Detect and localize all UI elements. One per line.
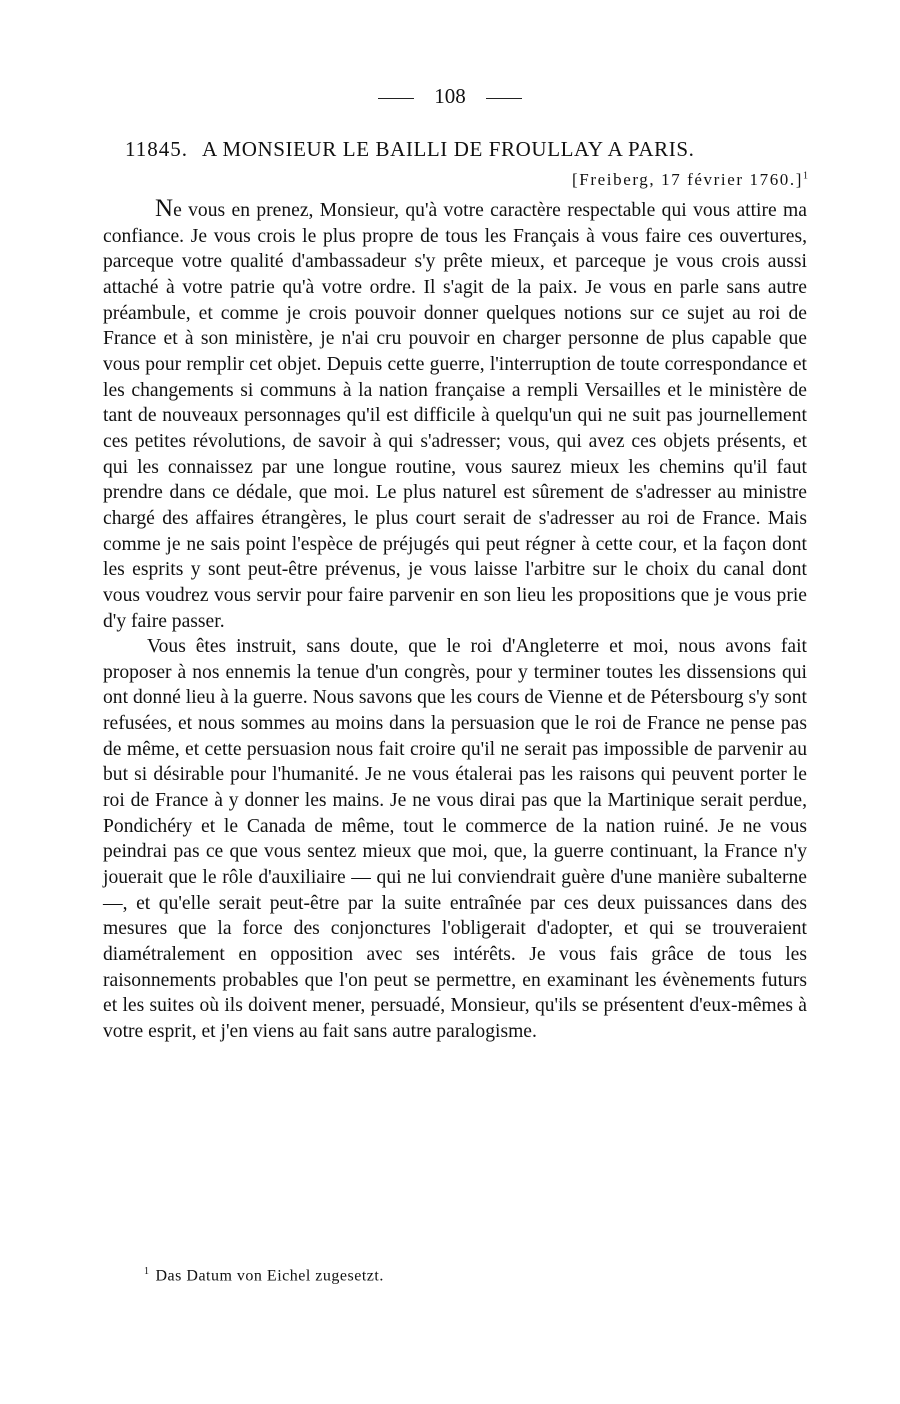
letter-number: 11845. bbox=[125, 137, 188, 161]
footnote bbox=[144, 1266, 384, 1285]
letter-body bbox=[103, 196, 807, 1045]
letter-heading bbox=[125, 137, 805, 162]
dateline-text: [Freiberg, 17 février 1760.] bbox=[572, 170, 803, 189]
right-rule bbox=[486, 98, 522, 99]
footnote-marker: 1 bbox=[144, 1266, 150, 1277]
dateline-note-marker: 1 bbox=[803, 170, 808, 182]
page-number-text: 108 bbox=[434, 84, 466, 108]
page-number bbox=[0, 84, 900, 109]
paragraph-2: Vous êtes instruit, sans doute, que le roi d'Angleterre et moi, nous avons fait proposer à nos ennemis la tenue d'un congrès, pour y terminer toutes les dissensions qui ont donné lieu à la guerre. Nous savons que les cours de Vienne et de Pétersbourg s'y sont refusées, et nous sommes au moins dans la persuasion que le roi de France ne pense pas de même, et cette persuasion nous fait croire qu'il ne serait pas impossible de parvenir au but si désirable pour l'humanité. Je ne vous étalerai pas les raisons qui peuvent porter le roi de France à y donner les mains. Je ne vous dirai pas que la Martinique serait perdue, Pondichéry et le Canada de même, tout le commerce de la nation ruiné. Je ne vous peindrai pas ce que vous sentez mieux que moi, que, la guerre continuant, la France n'y jouerait que le rôle d'auxiliaire — qui ne lui conviendrait guère d'une manière subalterne —, et qu'elle serait peut-être par la suite entraînée par ces deux puissances dans des mesures que la force des conjonctures l'obligerait d'adopter, et qui se trouveraient diamétralement en opposition avec ses intérêts. Je vous fais grâce de tous les raisonnements probables que l'on peut se permettre, en examinant les évènements futurs et les suites où ils doivent mener, persuadé, Monsieur, qu'ils se présentent d'eux-mêmes à votre esprit, et j'en viens au fait sans autre paralogisme. bbox=[103, 636, 807, 1042]
dateline bbox=[572, 170, 808, 190]
paragraph-1 bbox=[103, 196, 807, 634]
paragraph-1-initial: N bbox=[155, 195, 174, 222]
left-rule bbox=[378, 98, 414, 99]
footnote-text: Das Datum von Eichel zugesetzt. bbox=[155, 1267, 384, 1285]
paragraph-1-text: e vous en prenez, Monsieur, qu'à votre caractère respectable qui vous attire ma confiance. Je vous crois le plus propre de tous les Français à vous faire ces ouvertures, parceque votre qualité d'ambassadeur s'y prête mieux, et parceque je vous crois aussi attaché à votre patrie qu'à votre ordre. Il s'agit de la paix. Je vous en parle sans autre préambule, et comme je crois pouvoir donner quelques notions sur ce sujet au roi de France et à son ministère, je n'ai cru pouvoir en charger personne de plus capable que vous pour remplir cet objet. Depuis cette guerre, l'interruption de toute correspondance et les changements si communs à la nation française a rempli Versailles et le ministère de tant de nouveaux personnages qu'il est difficile à quelqu'un qui ne suit pas journellement ces petites révolutions, de savoir à qui s'adresser; vous, qui avez ces objets présents, et qui les connaissez par une longue routine, vous saurez mieux les chemins qu'il faut prendre dans ce dédale, que moi. Le plus naturel est sûrement de s'adresser au ministre chargé des affaires étrangères, le plus court serait de s'adresser au roi de France. Mais comme je ne sais point l'espèce de préjugés qui peut régner à cette cour, et la façon dont les esprits y sont peut-être prévenus, je vous laisse l'arbitre sur le choix du canal dont vous voudrez vous servir pour faire parvenir en son lieu les propositions que je vous prie d'y faire passer. bbox=[103, 200, 807, 632]
letter-title: A MONSIEUR LE BAILLI DE FROULLAY A PARIS. bbox=[201, 137, 695, 161]
